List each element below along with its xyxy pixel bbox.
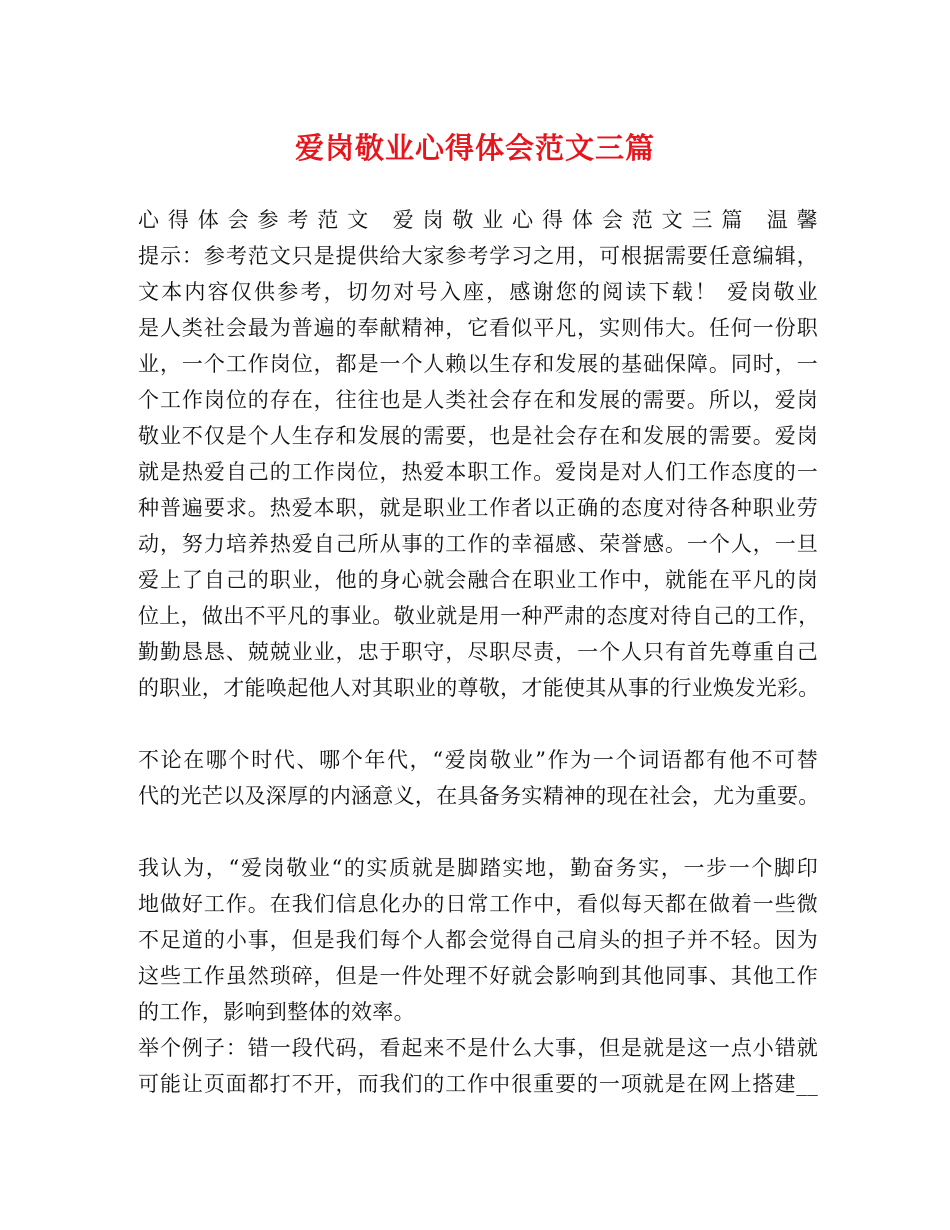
text-line: 不论在哪个时代、哪个年代，“爱岗敬业”作为一个词语都有他不可替 — [138, 748, 818, 772]
document-body — [138, 202, 818, 1102]
text-line: 就是热爱自己的工作岗位，热爱本职工作。爱岗是对人们工作态度的一 — [138, 460, 818, 484]
page-title: 爱岗敬业心得体会范文三篇 — [294, 131, 655, 165]
text-line: 地做好工作。在我们信息化办的日常工作中，看似每天都在做着一些微 — [138, 892, 818, 916]
text-line: 文本内容仅供参考，切勿对号入座，感谢您的阅读下载！ 爱岗敬业 — [138, 280, 818, 304]
text-line: 代的光芒以及深厚的内涵意义，在具备务实精神的现在社会，尤为重要。 — [138, 784, 820, 808]
text-line: 勤勤恳恳、兢兢业业，忠于职守，尽职尽责，一个人只有首先尊重自己 — [138, 640, 818, 664]
paragraph-gap — [138, 814, 818, 850]
text-line: 举个例子：错一段代码，看起来不是什么大事，但是就是这一点小错就 — [138, 1036, 818, 1060]
text-line: 不足道的小事，但是我们每个人都会觉得自己肩头的担子并不轻。因为 — [138, 928, 818, 952]
text-line: 动，努力培养热爱自己所从事的工作的幸福感、荣誉感。一个人，一旦 — [138, 532, 818, 556]
text-line: 我认为，“爱岗敬业“的实质就是脚踏实地，勤奋务实，一步一个脚印 — [138, 856, 818, 880]
text-line: 的工作，影响到整体的效率。 — [138, 1000, 415, 1024]
text-line: 个工作岗位的存在，往往也是人类社会存在和发展的需要。所以，爱岗 — [138, 388, 818, 412]
text-line: 敬业不仅是个人生存和发展的需要，也是社会存在和发展的需要。爱岗 — [138, 424, 818, 448]
text-line: 爱上了自己的职业，他的身心就会融合在职业工作中，就能在平凡的岗 — [138, 568, 818, 592]
text-line: 可能让页面都打不开，而我们的工作中很重要的一项就是在网上搭建__ — [138, 1072, 818, 1096]
text-line: 业，一个工作岗位，都是一个人赖以生存和发展的基础保障。同时，一 — [138, 352, 818, 376]
text-line: 是人类社会最为普遍的奉献精神，它看似平凡，实则伟大。任何一份职 — [138, 316, 818, 340]
text-line: 提示：参考范文只是提供给大家参考学习之用，可根据需要任意编辑， — [138, 244, 818, 268]
text-line: 这些工作虽然琐碎，但是一件处理不好就会影响到其他同事、其他工作 — [138, 964, 818, 988]
text-line: 位上，做出不平凡的事业。敬业就是用一种严肃的态度对待自己的工作， — [138, 604, 820, 628]
text-line: 种普遍要求。热爱本职，就是职业工作者以正确的态度对待各种职业劳 — [138, 496, 818, 520]
text-line: 的职业，才能唤起他人对其职业的尊敬，才能使其从事的行业焕发光彩。 — [138, 676, 820, 700]
paragraph-gap — [138, 706, 818, 742]
text-line: 心得体会参考范文 爱岗敬业心得体会范文三篇 温馨 — [138, 208, 818, 232]
